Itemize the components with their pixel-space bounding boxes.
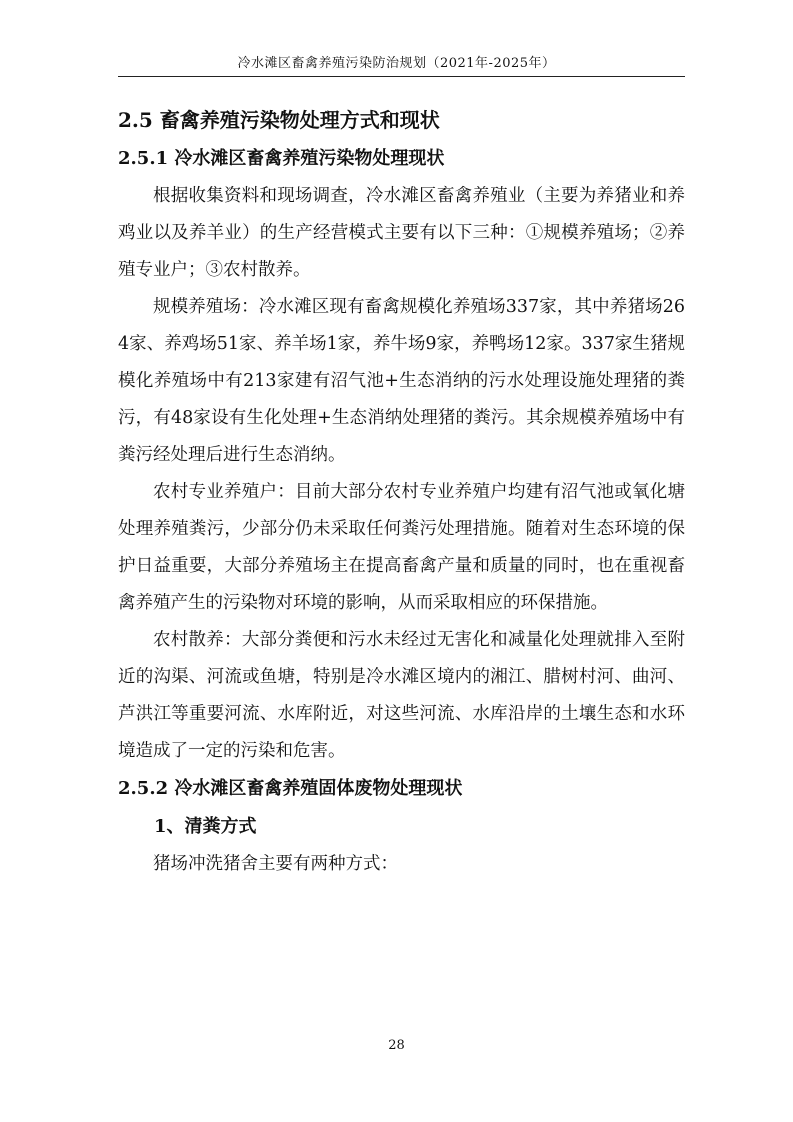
item-heading-manure-removal: 1、清粪方式: [154, 816, 257, 837]
paragraph-pig-house-flushing: 猪场冲洗猪舍主要有两种方式：: [153, 854, 398, 874]
subsection-heading-2-5-2: 2.5.2 冷水滩区畜禽养殖固体废物处理现状: [118, 778, 463, 799]
paragraph-large-scale-farms: 规模养殖场：冷水滩区现有畜禽规模化养殖场337家，其中养猪场264家、养鸡场51家、养羊场1家，养牛场9家，养鸭场12家。337家生猪规模化养殖场中有213家建有沼气池+生态消纳的污水处理设施处理猪的粪污，有48家设有生化处理+生态消纳处理猪的粪污。其余规模养殖场中有粪污经处理后进行生态消纳。: [118, 297, 685, 465]
section-heading: 2.5 畜禽养殖污染物处理方式和现状: [118, 108, 440, 132]
subsection-heading-2-5-1: 2.5.1 冷水滩区畜禽养殖污染物处理现状: [118, 148, 445, 169]
page-number: 28: [388, 1038, 405, 1053]
running-header: 冷水滩区畜禽养殖污染防治规划（2021年-2025年）: [237, 56, 556, 71]
paragraph-specialized-households: 农村专业养殖户：目前大部分农村专业养殖户均建有沼气池或氧化塘处理养殖粪污，少部分仍未采取任何粪污处理措施。随着对生态环境的保护日益重要，大部分养殖场主在提高畜禽产量和质量的同时，也在重视畜禽养殖产生的污染物对环境的影响，从而采取相应的环保措施。: [118, 482, 685, 613]
paragraph-farming-modes: 根据收集资料和现场调查，冷水滩区畜禽养殖业（主要为养猪业和养鸡业以及养羊业）的生产经营模式主要有以下三种：①规模养殖场；②养殖专业户；③农村散养。: [118, 186, 685, 280]
page-body: [118, 100, 685, 883]
paragraph-rural-scattered: 农村散养：大部分粪便和污水未经过无害化和减量化处理就排入至附近的沟渠、河流或鱼塘，特别是冷水滩区境内的湘江、腊树村河、曲河、芦洪江等重要河流、水库附近，对这些河流、水库沿岸的土壤生态和水环境造成了一定的污染和危害。: [118, 630, 685, 761]
header-rule: [118, 76, 685, 77]
